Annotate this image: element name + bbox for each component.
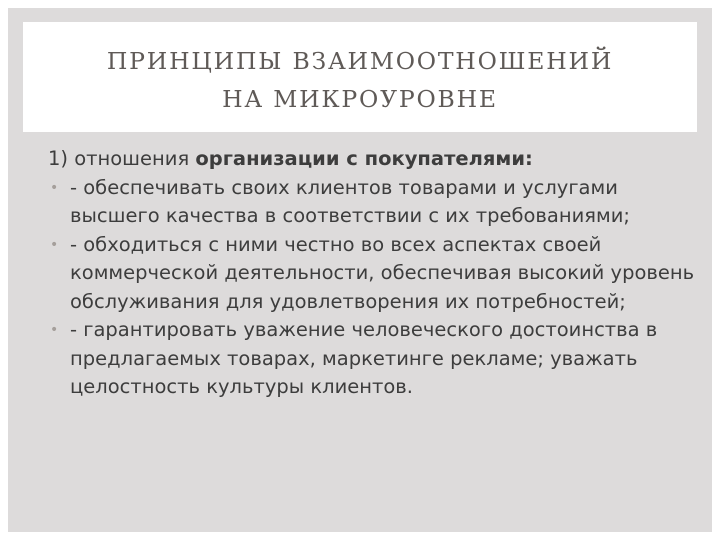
bullet-text: - обходиться с ними честно во всех аспектах своей коммерческой деятельности, обеспечивая высокий уровень обслуживания для удовлетворения их потребностей;	[70, 232, 695, 313]
title-box	[23, 22, 697, 132]
bullet-icon: •	[50, 236, 59, 253]
bullet-icon: •	[50, 322, 59, 338]
slide	[8, 8, 712, 532]
bullet-item-3	[48, 316, 698, 402]
lead-plain-text: 1) отношения	[48, 147, 196, 170]
bullet-text: - гарантировать уважение человеческого достоинства в предлагаемых товарах, маркетинге рекламе; уважать целостность культуры клиентов.	[70, 318, 658, 398]
title-line-1: ПРИНЦИПЫ ВЗАИМООТНОШЕНИЙ	[106, 47, 614, 75]
bullet-icon: •	[50, 179, 59, 196]
bullet-text: - обеспечивать своих клиентов товарами и услугами высшего качества в соответствии с их требованиями;	[70, 175, 630, 227]
slide-content	[48, 145, 698, 402]
title-line-2: НА МИКРОУРОВНЕ	[222, 85, 498, 113]
bullet-item-1	[48, 174, 698, 231]
lead-line	[48, 145, 698, 174]
lead-bold-text: организации с покупателями:	[195, 147, 533, 170]
bullet-item-2	[48, 231, 698, 317]
